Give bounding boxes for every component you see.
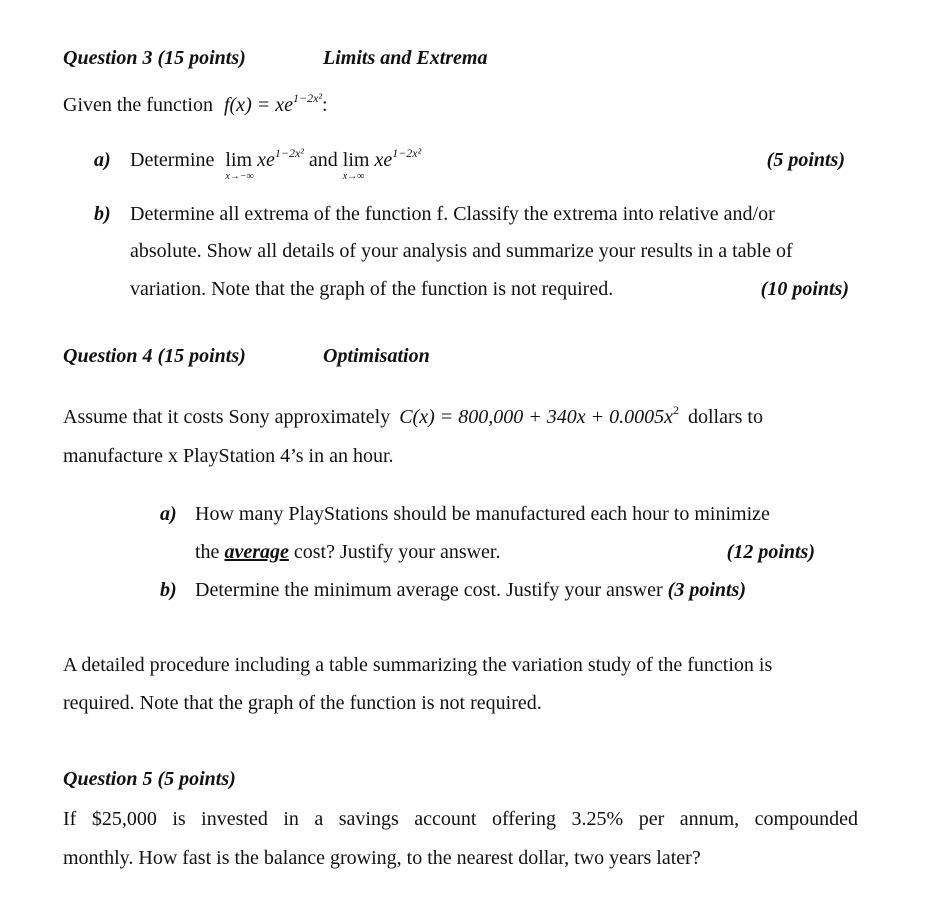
q3a-expr-1: xe [257,149,275,171]
q4-intro-post: dollars to [687,406,763,428]
q4-topic: Optimisation [323,345,430,367]
q3-function-exponent: 1−2x² [292,91,323,105]
q3b-line3: variation. Note that the graph of the function is not required. [130,278,614,300]
q3a-and: and [308,149,338,171]
q4-intro [63,403,763,429]
q3b-line2: absolute. Show all details of your analysis and summarize your results in a table of [130,240,793,262]
q3a-exp-2: 1−2x² [392,146,422,160]
q5-line1: If $25,000 is invested in a savings account offering 3.25% per annum, compounded [63,808,858,830]
q4-note-line1: A detailed procedure including a table summarizing the variation study of the function is [63,654,773,676]
q4b-label: b) [160,579,177,601]
q3-function: f(x) = xe [223,94,293,116]
q4-cost-formula: C(x) = 800,000 + 340x + 0.0005x [399,406,673,428]
q3-colon: : [322,94,328,116]
q4b-text [195,579,746,602]
q3a-lim-2-under: x→∞ [342,171,365,182]
q4b-points: (3 points) [667,579,746,601]
q4a-emphasis: average [224,541,289,563]
q3a-expr-2: xe [374,149,393,171]
q3-topic: Limits and Extrema [323,47,488,69]
q5-line2: monthly. How fast is the balance growing, to the nearest dollar, two years later? [63,847,701,869]
q3a-lim-2: lim [342,149,370,171]
q4a-line2-post: cost? Justify your answer. [293,541,501,563]
q5-heading: Question 5 (5 points) [63,768,236,790]
q4-line2: manufacture x PlayStation 4’s in an hour. [63,445,394,467]
q3-heading: Question 3 (15 points) [63,47,246,69]
q4b-question: Determine the minimum average cost. Justify your answer [195,579,663,601]
q4a-line1: How many PlayStations should be manufactured each hour to minimize [195,503,770,525]
q3a-determine: Determine [130,149,215,171]
q3-intro [63,91,328,117]
q3b-points: (10 points) [760,278,849,300]
q3a-limit-2 [342,149,370,182]
q3a-label: a) [94,149,111,171]
q4-intro-pre: Assume that it costs Sony approximately [63,406,391,428]
q3a-exp-1: 1−2x² [274,146,304,160]
q4-note-line2: required. Note that the graph of the function is not required. [63,692,542,714]
q4a-label: a) [160,503,177,525]
q4-cost-exponent: 2 [672,403,679,417]
q3a-lim-1: lim [225,149,253,171]
q3-intro-text: Given the function [63,94,213,116]
q3a-points: (5 points) [766,149,845,171]
q3a-limit-1 [225,149,254,182]
q3b-line1: Determine all extrema of the function f. Classify the extrema into relative and/or [130,203,775,225]
q3a-text [130,146,422,182]
q4a-line2 [195,541,501,564]
q3a-lim-1-under: x→−∞ [225,171,254,182]
q4-heading: Question 4 (15 points) [63,345,246,367]
q4a-points: (12 points) [726,541,815,563]
q3b-label: b) [94,203,111,225]
q4a-line2-pre: the [195,541,220,563]
